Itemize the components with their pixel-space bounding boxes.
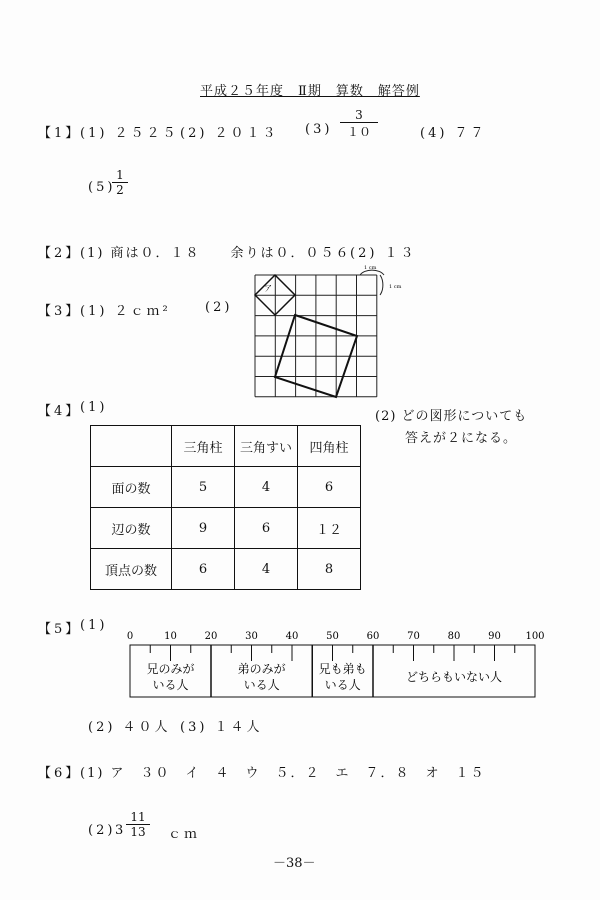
table-cell: 8 [298,549,361,590]
table-cell: 4 [235,467,298,508]
segment-label: 兄も弟も [318,662,367,676]
table-cell: １２ [298,508,361,549]
q1-label: 【1】 [38,126,82,141]
table-cell: 9 [172,508,235,549]
band-tick-label: 20 [204,631,218,642]
segment-label: いる人 [243,678,280,692]
band-tick-label: 30 [245,631,258,642]
q4-answer-2: (2) どの図形についても [375,409,528,424]
table-cell: 6 [172,549,235,590]
q5-answer-1-label: (1) [80,618,108,633]
table-header: 四角柱 [298,426,361,467]
band-tick-label: 60 [366,631,380,642]
band-tick-label: 50 [326,631,339,642]
q6-answer-2-fraction: $\frac{11}{13}$ [126,810,150,839]
band-tick-label: 70 [407,631,420,642]
band-tick-label: 80 [447,631,461,642]
segment-label: どちらもいない人 [405,670,503,684]
q5-label: 【5】 [38,622,82,637]
q6-answer-1: (1) ア ３０ イ ４ ウ ５．２ エ ７．８ オ １５ [80,766,486,781]
q2-answer-1: (1) 商は０．１８ 余りは０．０５６ [80,246,351,261]
q3-answer-2-label: (2) [205,300,233,315]
square-grid-figure [250,260,410,405]
table-cell: 6 [235,508,298,549]
table-cell: 5 [172,467,235,508]
q2-label: 【2】 [38,246,82,261]
q1-answer-3-fraction: 3 １０ [340,108,378,140]
segment-label: いる人 [324,678,361,692]
table-header: 三角すい [235,426,298,467]
band-tick-label: 40 [285,631,299,642]
q6-answer-2-whole: 3 [115,823,127,838]
table-cell: 面の数 [91,467,172,508]
q1-answer-3-label: (3) [305,122,333,137]
q4-answer-2-line2: 答えが２になる。 [405,431,518,446]
segment-label: いる人 [152,678,189,692]
q2-answer-2: (2) １３ [350,246,417,261]
q1-answer-5-label: (5) [88,180,116,195]
band-tick-label: 10 [164,631,177,642]
q6-answer-2-label: (2) [88,823,116,838]
table-header [91,426,172,467]
table-row [91,467,361,508]
q3-label: 【3】 [38,304,82,319]
q5-answer-2: (2) ４０人 [88,720,171,735]
q4-label: 【4】 [38,404,82,419]
table-cell: 頂点の数 [91,549,172,590]
band-diagram [110,625,560,705]
band-tick-label: 0 [126,631,134,642]
table-cell: 6 [298,467,361,508]
solid-properties-table [90,425,361,590]
q1-answer-4: (4) ７７ [420,126,487,141]
table-header-row [91,426,361,467]
page-number: －38－ [273,856,316,871]
page-title: 平成２５年度 Ⅱ期 算数 解答例 [200,84,420,99]
table-header: 三角柱 [172,426,235,467]
table-row [91,549,361,590]
segment-label: 弟のみが [237,662,286,676]
q6-label: 【6】 [38,766,82,781]
unit-top-label: 1 cm [364,265,377,271]
q6-answer-2-unit: ｃｍ [168,827,201,842]
band-tick-label: 90 [488,631,501,642]
table-cell: 辺の数 [91,508,172,549]
q1-answer-1: (1) ２５２５ [80,126,179,141]
band-tick-label: 100 [525,631,545,642]
table-row [91,508,361,549]
table-cell: 4 [235,549,298,590]
unit-side-label: 1 cm [389,284,402,290]
q1-answer-5-fraction: $\frac{1}{2}$ [112,168,128,197]
segment-label: 兄のみが [146,662,195,676]
q4-answer-1-label: (1) [80,400,108,415]
q5-answer-3: (3) １４人 [180,720,263,735]
q3-answer-1: (1) ２ｃｍ² [80,304,171,319]
grid-mark-a: ア [264,284,272,293]
q1-answer-2: (2) ２０１３ [180,126,279,141]
